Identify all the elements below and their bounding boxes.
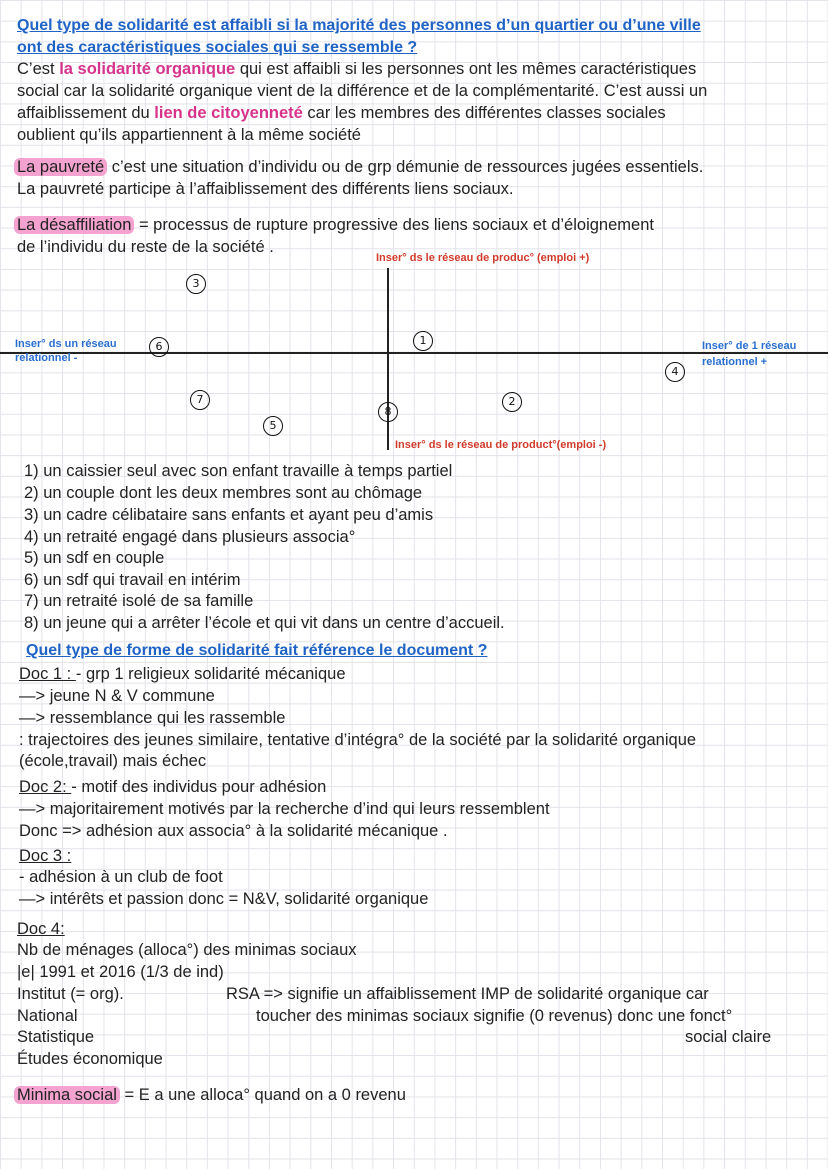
doc3-label: Doc 3 : bbox=[19, 847, 72, 865]
doc2-line-3: Donc => adhésion aux associa° à la solidarité mécanique . bbox=[19, 822, 448, 840]
term-highlight: La désaffiliation bbox=[14, 216, 134, 234]
question-title-line-1: Quel type de solidarité est affaibli si la majorité des personnes d’un quartier ou d’une ville bbox=[17, 17, 701, 34]
list-item: 7) un retraité isolé de sa famille bbox=[24, 592, 254, 610]
case-marker-6: 6 bbox=[149, 337, 169, 357]
doc1-label: Doc 1 : bbox=[19, 665, 76, 683]
answer-line-4: oublient qu’ils appartiennent à la même société bbox=[17, 126, 361, 144]
definition-desaffiliation: La désaffiliation = processus de rupture progressive des liens sociaux et d’éloignement bbox=[14, 215, 654, 236]
case-marker-5: 5 bbox=[263, 416, 283, 436]
definition-pauvrete-line-2: La pauvreté participe à l’affaiblissement des différents liens sociaux. bbox=[17, 180, 514, 198]
list-item: 2) un couple dont les deux membres sont au chômage bbox=[24, 484, 423, 502]
case-marker-3: 3 bbox=[186, 274, 206, 294]
term-highlight: La pauvreté bbox=[14, 158, 107, 176]
doc2-label: Doc 2: bbox=[19, 778, 72, 796]
case-marker-2: 2 bbox=[502, 392, 522, 412]
doc1-line-3: —> ressemblance qui les rassemble bbox=[19, 709, 286, 727]
axis-label-left-2: relationnel - bbox=[15, 352, 78, 364]
doc3-line-1: - adhésion à un club de foot bbox=[19, 868, 223, 886]
answer-line-1: C’est la solidarité organique qui est affaibli si les personnes ont les mêmes caractéristiques bbox=[17, 60, 697, 78]
insee-line-4: Études économique bbox=[17, 1050, 163, 1068]
list-item: 1) un caissier seul avec son enfant travaille à temps partiel bbox=[24, 462, 453, 480]
case-marker-1: 1 bbox=[413, 331, 433, 351]
vertical-axis bbox=[387, 268, 389, 450]
list-item: 8) un jeune qui a arrêter l’école et qui vit dans un centre d’accueil. bbox=[24, 614, 505, 632]
insee-line-2: National bbox=[17, 1007, 78, 1025]
axis-label-left-1: Inser° ds un réseau bbox=[15, 338, 117, 350]
case-marker-4: 4 bbox=[665, 362, 685, 382]
answer-line-2: social car la solidarité organique vient de la différence et de la complémentarité. C’est aussi un bbox=[17, 82, 708, 100]
question-title-line-2: ont des caractéristiques sociales qui se ressemble ? bbox=[17, 39, 418, 56]
list-item: 6) un sdf qui travail en intérim bbox=[24, 571, 241, 589]
case-marker-8: 8 bbox=[378, 402, 398, 422]
axis-label-bottom: Inser° ds le réseau de product°(emploi -) bbox=[395, 439, 607, 451]
axis-label-top: Inser° ds le réseau de produc° (emploi +) bbox=[376, 252, 590, 264]
term-highlight: Minima social bbox=[14, 1086, 120, 1104]
definition-desaffiliation-line-2: de l’individu du reste de la société . bbox=[17, 238, 274, 256]
rsa-line-3: social claire bbox=[685, 1028, 772, 1046]
case-marker-7: 7 bbox=[190, 390, 210, 410]
rsa-line-1: RSA => signifie un affaiblissement IMP de solidarité organique car bbox=[226, 985, 709, 1003]
insee-line-3: Statistique bbox=[17, 1028, 95, 1046]
list-item: 5) un sdf en couple bbox=[24, 549, 165, 567]
definition-pauvrete: La pauvreté c’est une situation d’individu ou de grp démunie de ressources jugées essentiels. bbox=[14, 157, 703, 178]
doc4-line-2: |e| 1991 et 2016 (1/3 de ind) bbox=[17, 963, 224, 981]
key-term-organic: la solidarité organique bbox=[59, 60, 236, 78]
list-item: 3) un cadre célibataire sans enfants et ayant peu d’amis bbox=[24, 506, 434, 524]
doc1-line-4: : trajectoires des jeunes similaire, tentative d’intégra° de la société par la solidarité organique bbox=[19, 731, 697, 749]
doc1-line-2: —> jeune N & V commune bbox=[19, 687, 215, 705]
insee-line-1: Institut (= org). bbox=[17, 985, 124, 1003]
doc2-line-2: —> majoritairement motivés par la recherche d’ind qui leurs ressemblent bbox=[19, 800, 550, 818]
doc1-line-5: (école,travail) mais échec bbox=[19, 752, 207, 770]
doc1-line-1: Doc 1 : - grp 1 religieux solidarité mécanique bbox=[19, 665, 346, 683]
question-2-title: Quel type de forme de solidarité fait référence le document ? bbox=[26, 642, 488, 659]
axis-label-right-2: relationnel + bbox=[702, 356, 768, 368]
list-item: 4) un retraité engagé dans plusieurs associa° bbox=[24, 528, 356, 546]
doc3-line-2: —> intérêts et passion donc = N&V, solidarité organique bbox=[19, 890, 429, 908]
axis-label-right-1: Inser° de 1 réseau bbox=[702, 340, 797, 352]
key-term-citizenship: lien de citoyenneté bbox=[154, 104, 303, 122]
doc2-line-1: Doc 2: - motif des individus pour adhésion bbox=[19, 778, 327, 796]
definition-minima-social: Minima social = E a une alloca° quand on a 0 revenu bbox=[14, 1085, 406, 1106]
doc4-label: Doc 4: bbox=[17, 920, 65, 938]
answer-line-3: affaiblissement du lien de citoyenneté car les membres des différentes classes sociales bbox=[17, 104, 666, 122]
rsa-line-2: toucher des minimas sociaux signifie (0 revenus) donc une fonct° bbox=[256, 1007, 733, 1025]
doc4-line-1: Nb de ménages (alloca°) des minimas sociaux bbox=[17, 941, 357, 959]
